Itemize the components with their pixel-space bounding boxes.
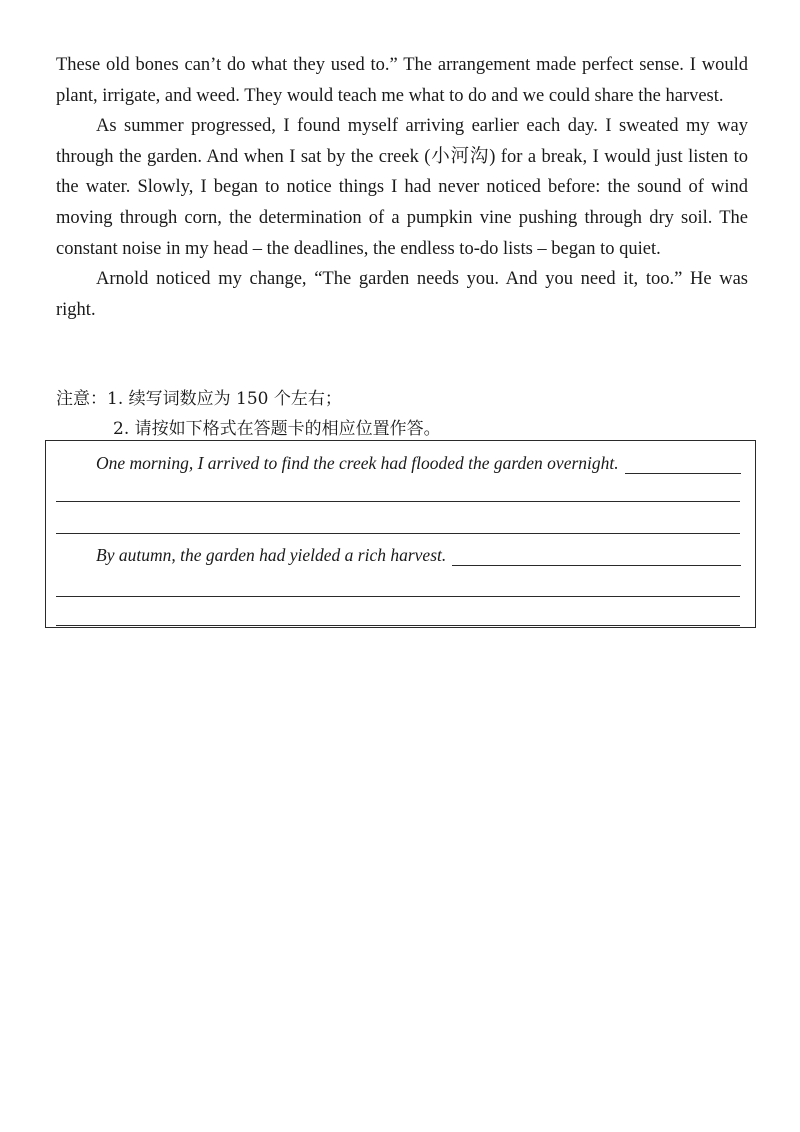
instruction-item-2: 2. 请按如下格式在答题卡的相应位置作答。: [113, 419, 441, 439]
passage-paragraph-1: These old bones can’t do what they used to.” The arrangement made perfect sense. I would plant, irrigate, and weed. They would teach me what to do and we could share the harvest.: [56, 55, 748, 106]
writing-line[interactable]: [56, 501, 740, 502]
passage-paragraph-2: As summer progressed, I found myself arriving earlier each day. I sweated my way through the garden. And when I sat by the creek (小河沟) for a break, I would just listen to the water. Slowly, I began to notice things I had never noticed before: the sound of wind moving through corn, the determination of a pumpkin vine pushing through dry soil. The constant noise in my head – the deadlines, the endless to-do lists – began to quiet.: [56, 116, 748, 259]
paragraph-1-blank[interactable]: [625, 457, 741, 474]
passage-paragraph-3: Arnold noticed my change, “The garden needs you. And you need it, too.” He was right.: [56, 269, 748, 320]
writing-line[interactable]: [56, 596, 740, 597]
writing-line[interactable]: [56, 533, 740, 534]
paragraph-1-prompt-line: [96, 453, 741, 474]
paragraph-2-opening: By autumn, the garden had yielded a rich harvest.: [96, 545, 447, 565]
instruction-label: 注意：: [56, 389, 107, 409]
paragraph-2-prompt-line: [96, 545, 741, 566]
instructions: [56, 384, 441, 444]
instruction-item-1: 1. 续写词数应为 150 个左右；: [107, 389, 342, 409]
reading-passage: [56, 50, 748, 325]
paragraph-2-blank[interactable]: [452, 549, 741, 566]
writing-line[interactable]: [56, 625, 740, 626]
instruction-row-1: [56, 384, 441, 414]
paragraph-1-opening: One morning, I arrived to find the creek had flooded the garden overnight.: [96, 453, 619, 473]
answer-box: [45, 440, 756, 628]
